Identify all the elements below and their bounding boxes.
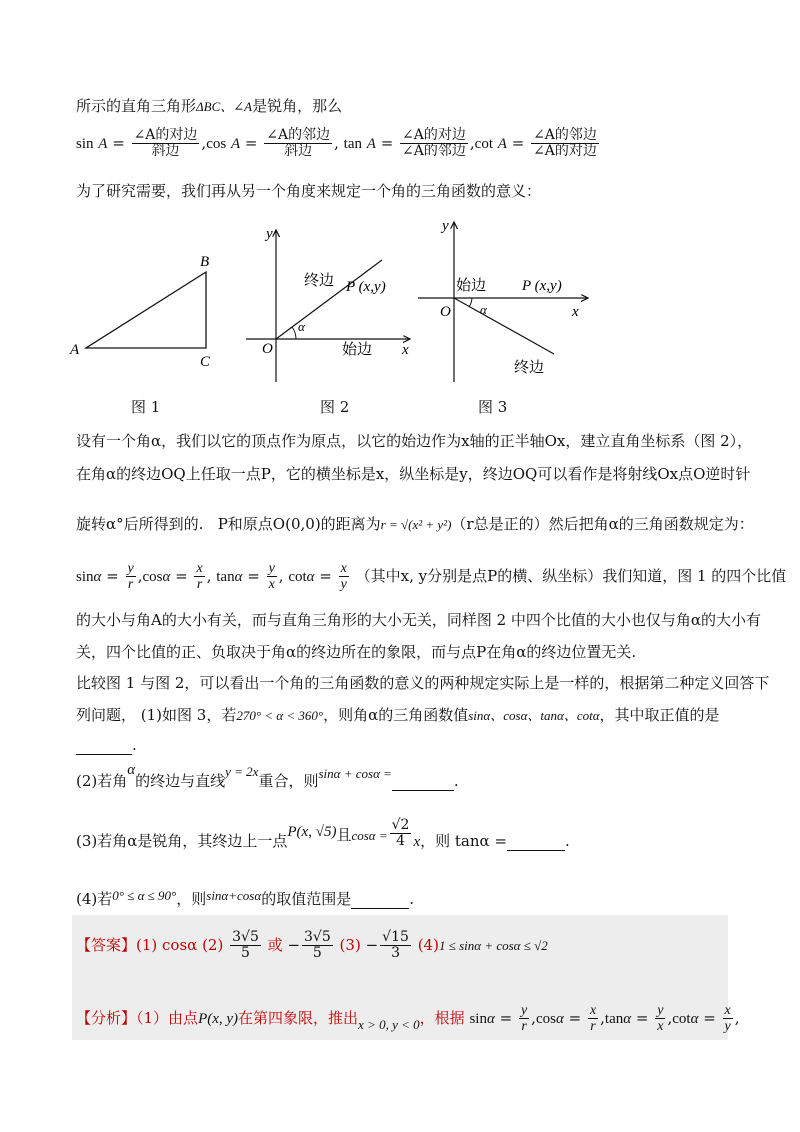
figure-1-caption: 图 1 <box>131 398 161 416</box>
answer-blank-3[interactable] <box>507 832 565 851</box>
figure-2-coordinate <box>238 222 418 384</box>
question-text: (2)若角 <box>76 772 128 790</box>
terminal-side-label: 终边 <box>514 360 545 376</box>
question-text: . <box>409 890 414 908</box>
sum-expression: sinα + cosα = <box>318 766 392 781</box>
body-line-3 <box>76 515 754 533</box>
trig-functions: sinα、cosα、tanα、cotα <box>468 708 600 723</box>
question-4-line <box>76 890 730 909</box>
point-expression: P(x, √5) <box>287 823 337 840</box>
triangle-shape <box>86 272 206 348</box>
trig-definitions-line: sinα = $\frac{y}{r}$ ,cosα = $\frac{x}{r}$ , tanα = $\frac{y}{x}$ , cotα = $\frac{x}{y}$ （其中x, y分别是点P的横、纵坐标）我们知道，图 1 的四个比值 <box>76 561 787 593</box>
question-2-line: (2)若角α的终边与直线y = 2x重合，则sinα + cosα = . <box>76 762 459 790</box>
figure-3-coordinate <box>414 212 594 384</box>
intro-text: 是锐角，那么 <box>252 97 343 115</box>
vertex-c-label: C <box>200 354 211 370</box>
answer-blank-1[interactable] <box>76 736 132 755</box>
y-axis-label: y <box>266 226 273 242</box>
point-expression: P(x, y) <box>198 1010 239 1027</box>
point-p-label: P (x,y) <box>346 279 386 295</box>
angle-arc <box>292 327 296 339</box>
vertex-a-label: A <box>70 342 80 358</box>
question-text: 的终边与直线 <box>135 772 226 790</box>
terminal-side-label: 终边 <box>304 273 335 289</box>
body-text: 旋转α°后所得到的. <box>76 515 204 533</box>
line-equation: y = 2x <box>225 764 259 779</box>
figure-1-triangle <box>66 250 226 375</box>
question-text: ，则 tanα = <box>420 831 508 850</box>
intro-line-1 <box>76 97 730 115</box>
answer-4-label: (4) <box>417 935 439 954</box>
question-text: ，则 <box>176 890 207 908</box>
question-text: (3)若角α是锐角，其终边上一点 <box>76 831 288 850</box>
answer-2-value-2: $\frac{3√5}{5}$ <box>304 929 331 962</box>
angle-range: 0° ≤ α ≤ 90° <box>112 888 177 903</box>
cos-fraction: $\frac{√2}{4}$ <box>391 817 410 850</box>
figure-2-caption: 图 2 <box>320 398 350 416</box>
sum-expression: sinα+cosα <box>206 888 262 903</box>
answer-4-value: 1 ≤ sinα + cosα ≤ √2 <box>438 937 548 953</box>
analysis-line: 【分析】（1）由点P(x, y)在第四象限，推出x > 0, y < 0，根据 sinα = $\frac{y}{r}$ ,cosα = $\frac{x}{r}$ ,tanα = $\frac{y}{x}$ ,cotα = $\frac{x}{y}$ , <box>76 1003 740 1035</box>
origin-label: O <box>262 341 273 357</box>
initial-side-label: 始边 <box>456 278 487 294</box>
cos-expression: cosα = <box>351 827 388 843</box>
angle-condition: 270° < α < 360° <box>236 708 324 723</box>
answer-line <box>76 930 730 962</box>
answer-1: (1) cosα <box>136 935 198 954</box>
answer-blank-2[interactable] <box>392 772 454 791</box>
alpha-symbol: α <box>127 762 136 778</box>
question-text: ，其中取正值的是 <box>599 706 720 724</box>
distance-formula: r = √(x² + y²) <box>380 517 452 532</box>
angle-arc <box>469 298 472 307</box>
angle-alpha-label: α <box>480 302 487 317</box>
analysis-tag: 【分析】 <box>76 1008 137 1027</box>
question-3-line: (3)若角α是锐角，其终边上一点P(x, √5)且cosα = $\frac{√2}{4}$ x，则 tanα = . <box>76 817 570 850</box>
ratio-definitions: sin A = $\frac{\text{∠A的对边}}{\text{斜边}}$ ,cos A = $\frac{\text{∠A的邻边}}{\text{斜边}}$ , tan A = $\frac{\text{∠A的对边}}{\text{∠A的邻边}}$ ,cot A = $\frac{\text{∠A的邻边}}{\text{∠A的对边}}$ <box>76 127 597 160</box>
angle-alpha-label: α <box>298 319 305 334</box>
answer-tag: 【答案】 <box>76 935 137 954</box>
question-text: 重合，则 <box>258 772 319 790</box>
analysis-text: ，根据 <box>419 1008 465 1027</box>
y-axis-label: y <box>442 218 449 234</box>
or-word: 或 <box>267 935 283 954</box>
answer-2-value-1: $\frac{3√5}{5}$ <box>232 929 259 962</box>
intro-line-3: 为了研究需要，我们再从另一个角度来规定一个角的三角函数的意义： <box>76 182 542 200</box>
body-line-7: 比较图 1 与图 2，可以看出一个角的三角函数的意义的两种规定实际上是一样的，根据第二种定义回答下 <box>76 674 770 692</box>
answer-blank-4[interactable] <box>351 890 409 909</box>
tan-fraction: $\frac{\text{∠A的对边}}{\text{∠A的邻边}}$ <box>402 127 466 160</box>
intro-text: 所示的直角三角形 <box>76 97 197 115</box>
body-text: P和原点O(0,0)的距离为 <box>217 515 381 533</box>
body-line-6: 关，四个比值的正、负取决于角α的终边所在的象限，而与点P在角α的终边位置无关. <box>76 643 637 661</box>
question-text: ，则角α的三角函数值 <box>323 706 469 724</box>
origin-label: O <box>440 304 451 320</box>
body-text: （r总是正的）然后把角α的三角函数规定为： <box>451 515 754 533</box>
analysis-text: 在第四象限，推出 <box>238 1008 359 1027</box>
figure-3-caption: 图 3 <box>478 398 508 416</box>
question-1-line <box>76 706 730 724</box>
x-axis-label: x <box>572 304 579 320</box>
sin-fraction: $\frac{\text{∠A的对边}}{\text{斜边}}$ <box>133 127 198 160</box>
body-line-2: 在角α的终边OQ上任取一点P，它的横坐标是x，纵坐标是y，终边OQ可以看作是将射线Ox点O逆时针 <box>76 465 751 483</box>
vertex-b-label: B <box>200 254 210 270</box>
body-line-5: 的大小与角A的大小有关，而与直角三角形的大小无关，同样图 2 中四个比值的大小也仅与角α的大小有 <box>76 611 762 629</box>
question-text: 的取值范围是 <box>261 890 352 908</box>
question-text: (4)若 <box>76 890 113 908</box>
triangle-name: ΔBC、∠A <box>196 99 253 114</box>
answer-3-label: (3) <box>339 935 361 954</box>
minus-sign: − <box>287 935 301 954</box>
body-text: （其中x, y分别是点P的横、纵坐标）我们知道，图 1 的四个比值 <box>355 566 787 585</box>
cot-fraction: $\frac{\text{∠A的邻边}}{\text{∠A的对边}}$ <box>533 127 597 160</box>
x-axis-label: x <box>402 342 409 358</box>
analysis-text: （1）由点 <box>136 1008 199 1027</box>
minus-sign: − <box>365 935 379 954</box>
answer-2-label: (2) <box>202 935 224 954</box>
cos-fraction: $\frac{\text{∠A的邻边}}{\text{斜边}}$ <box>266 127 331 160</box>
body-line-1: 设有一个角α，我们以它的顶点作为原点，以它的始边作为x轴的正半轴Ox，建立直角坐标系（图 2）， <box>76 432 753 450</box>
question-text: 且 <box>336 825 352 844</box>
question-text: 列问题， (1)如图 3，若 <box>76 706 237 724</box>
initial-side-label: 始边 <box>342 342 373 358</box>
sign-condition: x > 0, y < 0 <box>358 1016 420 1032</box>
answer-blank-1-line: . <box>76 736 730 755</box>
point-p-label: P (x,y) <box>522 278 562 294</box>
answer-3-value: $\frac{√15}{3}$ <box>382 929 409 962</box>
